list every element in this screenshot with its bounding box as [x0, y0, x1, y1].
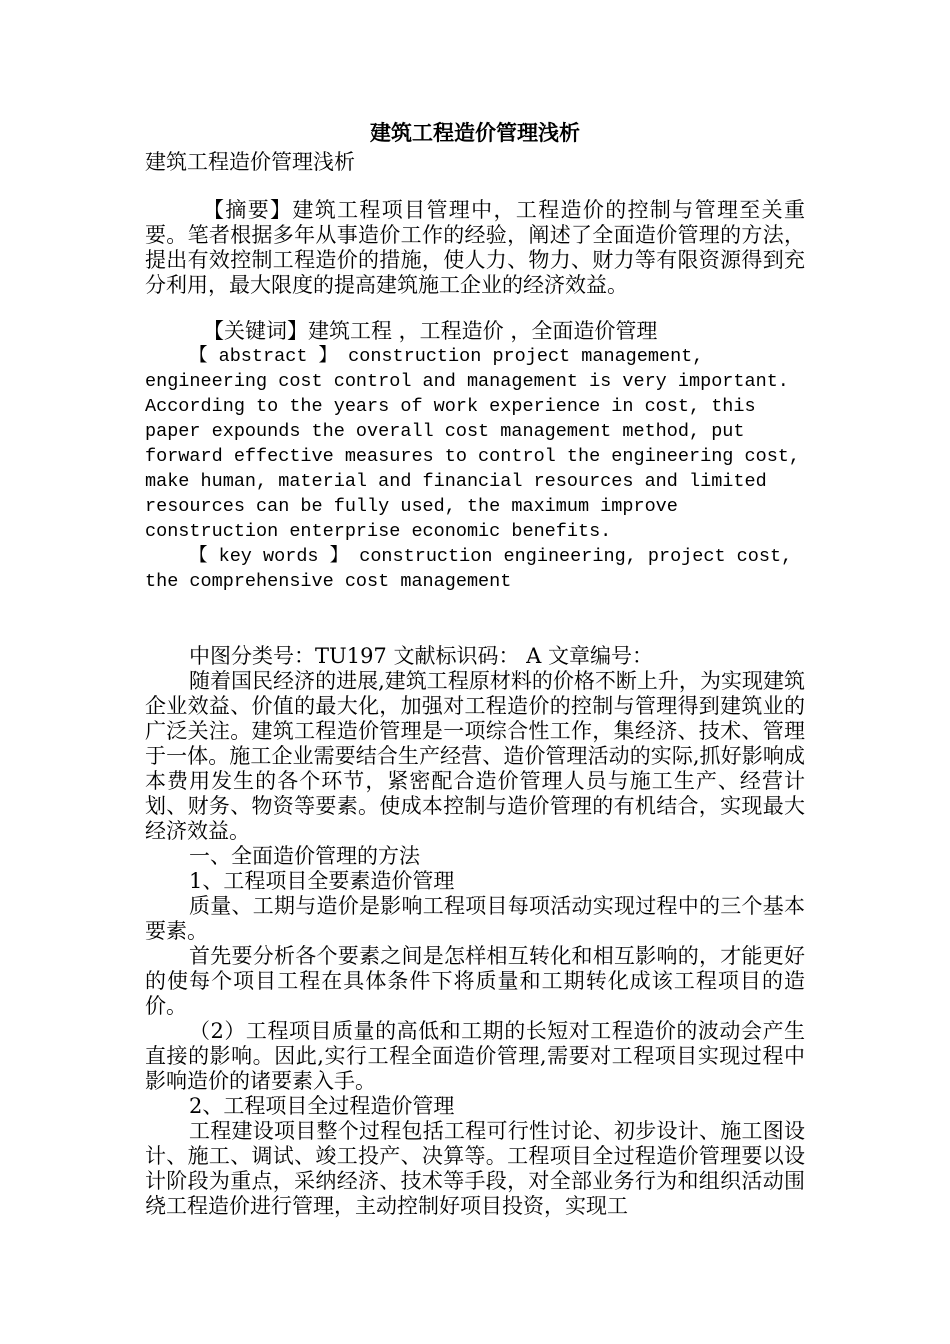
spacer [145, 176, 805, 198]
body-paragraph: 首先要分析各个要素之间是怎样相互转化和相互影响的，才能更好的使每个项目工程在具体条件下将质量和工期转化成该工程项目的造价。 [145, 944, 805, 1018]
subsection-heading: 1、工程项目全要素造价管理 [189, 869, 455, 893]
subsection-heading: 2、工程项目全过程造价管理 [189, 1094, 455, 1118]
body-paragraph: 工程建设项目整个过程包括工程可行性讨论、初步设计、施工图设计、施工、调试、竣工投产、决算等。工程项目全过程造价管理要以设计阶段为重点，采纳经济、技术等手段，对全部业务行为和组织活动围绕工程造价进行管理，主动控制好项目投资，实现工 [145, 1119, 805, 1218]
abstract-zh: 【摘要】建筑工程项目管理中，工程造价的控制与管理至关重要。笔者根据多年从事造价工作的经验，阐述了全面造价管理的方法，提出有效控制工程造价的措施，使人力、物力、财力等有限资源得到充分利用，最大限度的提高建筑施工企业的经济效益。 [145, 198, 805, 297]
body-paragraph: 随着国民经济的进展,建筑工程原材料的价格不断上升，为实现建筑企业效益、价值的最大化，加强对工程造价的控制与管理得到建筑业的广泛关注。建筑工程造价管理是一项综合性工作，集经济、技术、管理于一体。施工企业需要结合生产经营、造价管理活动的实际,抓好影响成本费用发生的各个环节，紧密配合造价管理人员与施工生产、经营计划、财务、物资等要素。使成本控制与造价管理的有机结合，实现最大经济效益。 [145, 669, 805, 843]
spacer [145, 298, 805, 319]
section-heading: 一、全面造价管理的方法 [189, 844, 420, 868]
body-paragraph: 质量、工期与造价是影响工程项目每项活动实现过程中的三个基本要素。 [145, 894, 805, 943]
keywords-zh: 【关键词】建筑工程 ，工程造价 ，全面造价管理 [203, 319, 658, 343]
document-title: 建筑工程造价管理浅析 [370, 120, 580, 145]
document-subtitle: 建筑工程造价管理浅析 [145, 150, 355, 174]
body-paragraph: （2）工程项目质量的高低和工期的长短对工程造价的波动会产生直接的影响。因此,实行工程全面造价管理,需要对工程项目实现过程中影响造价的诸要素入手。 [145, 1019, 805, 1093]
classification-line: 中图分类号：TU197 文献标识码： A 文章编号： [189, 644, 653, 668]
abstract-en: 【 abstract 】 construction project management, engineering cost control and management is very important. According to the years of work experience in cost, this paper expounds the overall cost management method, put forward effective measures to control the engineering cost, make human, material and financial resources and limited resources can be fully used, the maximum improve construction enterprise economic benefits. [145, 346, 801, 542]
document-page [145, 118, 805, 1219]
keywords-en: 【 key words 】 construction engineering, project cost, the comprehensive cost management [145, 546, 793, 592]
spacer [145, 594, 805, 644]
